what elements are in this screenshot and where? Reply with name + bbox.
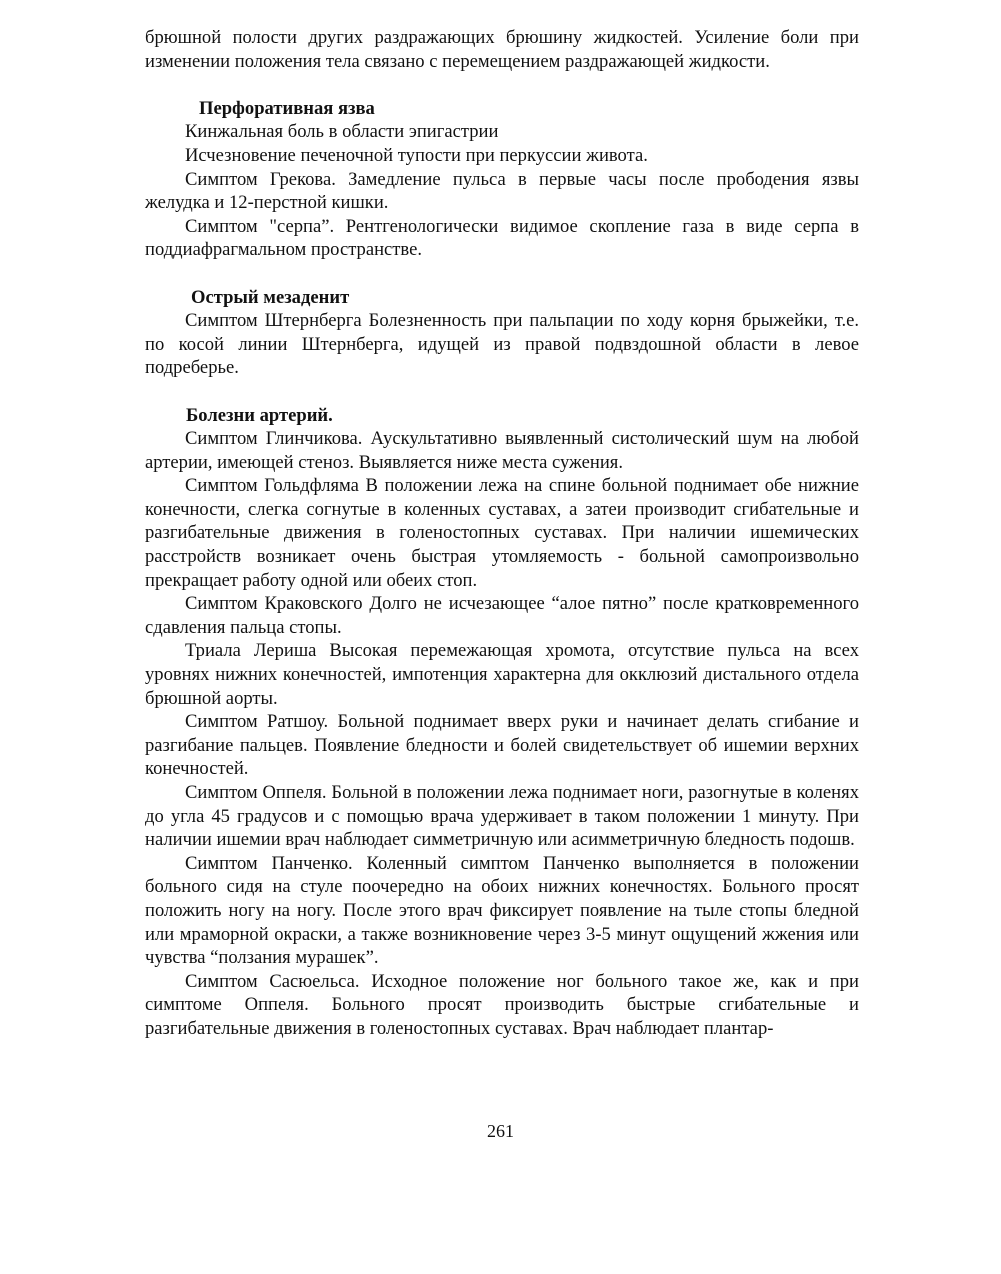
section-heading-arterial-diseases: Болезни артерий. [186, 404, 333, 426]
page-number: 261 [487, 1121, 514, 1141]
paragraph: Исчезновение печеночной тупости при перкуссии живота. [185, 144, 648, 166]
paragraph: Триала Лериша Высокая перемежающая хромота, отсутствие пульса на всех уровнях нижних конечностей, импотенция характерна для окклюзий дистального отдела брюшной аорты. [145, 640, 859, 709]
paragraph: Симптом Сасюельса. Исходное положение ног больного такое же, как и при симптоме Оппеля. Больного просят производить быстрые сгибательные и разгибательные движения в голеностопных суставах. Врач наблюдает плантар- [145, 970, 859, 1039]
paragraph: Симптом Панченко. Коленный симптом Панченко выполняется в положении больного сидя на стуле поочередно на обоих нижних конечностях. Больного просят положить ногу на ногу. После этого врач фиксирует появление на тыле стопы бледной или мраморной окраски, а также возникновение через 3-5 минут ощущений жжения или чувства “ползания мурашек”. [145, 852, 859, 969]
paragraph: Кинжальная боль в области эпигастрии [185, 121, 499, 143]
paragraph: Симптом Оппеля. Больной в положении лежа поднимает ноги, разогнутые в коленях до угла 45 градусов и с помощью врача удерживает в таком положении 1 минуту. При наличии ишемии врач наблюдает симметричную или асимметричную бледность подошв. [145, 782, 859, 851]
paragraph: Симптом Краковского Долго не исчезающее “алое пятно” после кратковременного сдавления пальца стопы. [145, 593, 859, 638]
section-heading-mesadenitis: Острый мезаденит [191, 286, 350, 308]
paragraph: Симптом Штернберга Болезненность при пальпации по ходу корня брыжейки, т.е. по косой линии Штернберга, идущей из правой подвздошной области в левое подреберье. [145, 310, 859, 379]
paragraph: Симптом Грекова. Замедление пульса в первые часы после прободения язвы желудка и 12-перстной кишки. [145, 168, 859, 214]
paragraph: Симптом "серпа”. Рентгенологически видимое скопление газа в виде серпа в поддиафрагмальном пространстве. [145, 215, 859, 261]
paragraph: Симптом Ратшоу. Больной поднимает вверх руки и начинает делать сгибание и разгибание пальцев. Появление бледности и болей свидетельствует об ишемии верхних конечностей. [145, 711, 859, 780]
paragraph: Симптом Глинчикова. Аускультативно выявленный систолический шум на любой артерии, имеющей стеноз. Выявляется ниже места сужения. [145, 428, 859, 473]
paragraph: Симптом Гольдфляма В положении лежа на спине больной поднимает обе нижние конечности, слегка согнутые в коленных суставах, а затеи производит сгибательные и разгибательные движения в голеностопных суставах. При наличии ишемических расстройств возникает очень быстрая утомляемость - больной самопроизвольно прекращает работу одной или обеих стоп. [145, 475, 859, 591]
document-page [145, 26, 859, 1041]
intro-paragraph: брюшной полости других раздражающих брюшину жидкостей. Усиление боли при изменении положения тела связано с перемещением раздражающей жидкости. [145, 27, 859, 72]
section-heading-perforated-ulcer: Перфоративная язва [199, 97, 375, 119]
